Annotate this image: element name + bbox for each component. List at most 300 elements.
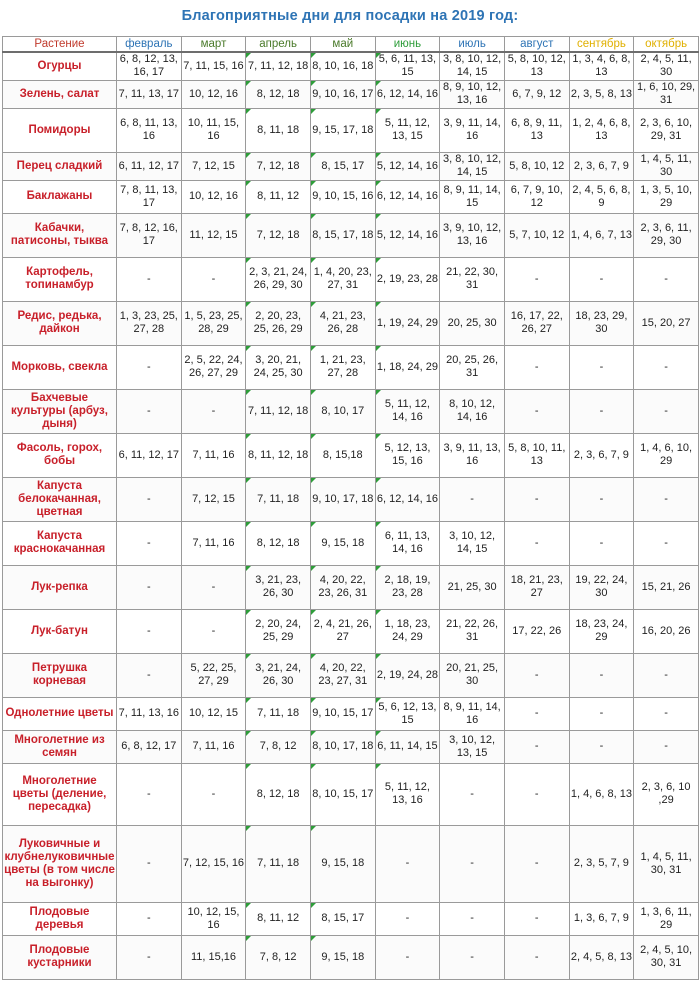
cell-marker bbox=[246, 936, 251, 941]
day-cell bbox=[504, 301, 569, 345]
day-cell bbox=[310, 825, 375, 902]
day-cell bbox=[181, 902, 246, 935]
day-list: 3, 20, 21, 24, 25, 30 bbox=[253, 354, 303, 379]
day-cell bbox=[181, 52, 246, 80]
day-list: 2, 19, 24, 28 bbox=[376, 668, 439, 681]
day-list: 18, 23, 24, 29 bbox=[575, 618, 628, 643]
day-cell bbox=[504, 213, 569, 257]
day-list: 16, 17, 22, 26, 27 bbox=[510, 310, 563, 335]
day-list: 1, 4, 20, 23, 27, 31 bbox=[313, 266, 372, 291]
plant-name: Капуста краснокачанная bbox=[3, 521, 117, 565]
day-cell bbox=[504, 609, 569, 653]
day-cell bbox=[634, 433, 699, 477]
day-cell bbox=[117, 825, 182, 902]
table-row bbox=[3, 477, 699, 521]
day-list: 5, 8, 10, 12, 13 bbox=[507, 53, 566, 79]
day-list: 3, 21, 24, 26, 30 bbox=[255, 662, 302, 687]
day-list: 4, 20, 22, 23, 26, 31 bbox=[318, 574, 368, 599]
plant-name: Огурцы bbox=[3, 52, 117, 80]
day-cell bbox=[310, 389, 375, 433]
day-cell bbox=[634, 108, 699, 152]
day-list: 3, 9, 11, 14, 16 bbox=[443, 117, 501, 142]
day-list: 2, 4, 5, 10, 30, 31 bbox=[640, 944, 693, 969]
day-list: - bbox=[405, 912, 410, 924]
day-list: - bbox=[534, 740, 539, 752]
day-cell bbox=[310, 257, 375, 301]
day-cell bbox=[440, 180, 505, 213]
day-cell bbox=[181, 213, 246, 257]
cell-marker bbox=[246, 610, 251, 615]
day-list: 6, 8, 9, 11, 13 bbox=[511, 117, 563, 142]
cell-marker bbox=[311, 346, 316, 351]
day-cell bbox=[310, 108, 375, 152]
day-cell bbox=[310, 477, 375, 521]
day-cell bbox=[246, 301, 311, 345]
day-cell bbox=[310, 80, 375, 108]
day-list: 18, 21, 23, 27 bbox=[510, 574, 563, 599]
day-cell bbox=[634, 697, 699, 730]
day-list: 6, 12, 14, 16 bbox=[376, 87, 439, 100]
day-cell bbox=[504, 935, 569, 979]
cell-marker bbox=[246, 478, 251, 483]
day-cell bbox=[634, 389, 699, 433]
day-list: 7, 8, 12 bbox=[259, 950, 297, 963]
day-cell bbox=[310, 213, 375, 257]
table-row bbox=[3, 521, 699, 565]
cell-marker bbox=[246, 826, 251, 831]
day-cell bbox=[569, 609, 634, 653]
day-list: 1, 19, 24, 29 bbox=[376, 316, 439, 329]
table-row bbox=[3, 257, 699, 301]
day-list: 1, 18, 23, 24, 29 bbox=[384, 618, 431, 643]
day-list: - bbox=[470, 857, 474, 869]
day-list: - bbox=[664, 536, 668, 549]
day-cell bbox=[246, 902, 311, 935]
day-list: 2, 3, 21, 24, 26, 29, 30 bbox=[249, 266, 308, 291]
day-list: - bbox=[534, 950, 539, 963]
day-list: 6, 11, 13, 14, 16 bbox=[384, 530, 430, 555]
table-row bbox=[3, 180, 699, 213]
day-list: 6, 11, 14, 15 bbox=[377, 740, 438, 752]
table-header bbox=[3, 37, 699, 53]
day-cell bbox=[117, 653, 182, 697]
day-cell bbox=[246, 108, 311, 152]
day-cell bbox=[504, 902, 569, 935]
day-cell bbox=[310, 180, 375, 213]
plant-name: Плодовые деревья bbox=[3, 902, 117, 935]
cell-marker bbox=[311, 53, 316, 58]
cell-marker bbox=[246, 258, 251, 263]
cell-marker bbox=[376, 764, 381, 769]
day-list: - bbox=[146, 536, 151, 549]
day-cell bbox=[634, 653, 699, 697]
day-list: - bbox=[211, 580, 216, 593]
day-list: 16, 20, 26 bbox=[641, 624, 691, 637]
cell-marker bbox=[246, 698, 251, 703]
day-list: 8, 12, 18 bbox=[256, 787, 300, 800]
day-cell bbox=[117, 257, 182, 301]
day-list: 5, 11, 12, 13, 16 bbox=[384, 781, 430, 806]
column-header-month: апрель bbox=[246, 37, 311, 53]
day-list: 20, 25, 30 bbox=[447, 316, 497, 329]
day-cell bbox=[117, 433, 182, 477]
cell-marker bbox=[246, 153, 251, 158]
day-cell bbox=[310, 565, 375, 609]
table-body bbox=[3, 52, 699, 979]
day-cell bbox=[634, 345, 699, 389]
day-list: 8, 9, 11, 14, 15 bbox=[443, 183, 501, 209]
plant-name: Бахчевые культуры (арбуз, дыня) bbox=[3, 389, 117, 433]
day-list: 7, 12, 18 bbox=[256, 159, 300, 172]
day-cell bbox=[181, 301, 246, 345]
day-list: 1, 3, 6, 7, 9 bbox=[573, 912, 629, 924]
day-cell bbox=[117, 389, 182, 433]
day-list: - bbox=[405, 950, 410, 963]
day-list: - bbox=[146, 624, 151, 637]
day-cell bbox=[440, 301, 505, 345]
day-list: - bbox=[599, 492, 604, 505]
day-list: 21, 22, 26, 31 bbox=[446, 618, 499, 643]
day-cell bbox=[117, 935, 182, 979]
column-header-month: июль bbox=[440, 37, 505, 53]
day-cell bbox=[117, 697, 182, 730]
day-cell bbox=[440, 433, 505, 477]
day-list: 3, 8, 10, 12, 14, 15 bbox=[443, 153, 502, 178]
day-list: 10, 12, 16 bbox=[189, 190, 238, 202]
day-cell bbox=[440, 609, 505, 653]
day-list: 10, 11, 15, 16 bbox=[187, 117, 240, 142]
day-cell bbox=[310, 301, 375, 345]
day-list: 8, 15, 17 bbox=[321, 159, 365, 172]
day-list: 1, 3, 6, 11, 29 bbox=[640, 905, 692, 931]
cell-marker bbox=[376, 434, 381, 439]
day-cell bbox=[181, 825, 246, 902]
day-list: 6, 8, 12, 13, 16, 17 bbox=[119, 53, 178, 79]
day-cell bbox=[246, 433, 311, 477]
day-cell bbox=[504, 477, 569, 521]
day-list: 7, 8, 12, 16, 17 bbox=[119, 222, 178, 247]
day-list: 1, 3, 23, 25, 27, 28 bbox=[119, 310, 178, 335]
day-cell bbox=[117, 477, 182, 521]
day-list: 10, 12, 15 bbox=[189, 707, 238, 719]
day-list: 8, 9, 10, 12, 13, 16 bbox=[443, 81, 502, 106]
day-cell bbox=[440, 52, 505, 80]
day-list: 8, 10, 15, 17 bbox=[312, 787, 374, 800]
day-list: 7, 11, 18 bbox=[257, 857, 300, 869]
day-cell bbox=[375, 697, 440, 730]
day-list: 5, 8, 10, 11, 13 bbox=[508, 442, 566, 467]
day-cell bbox=[634, 825, 699, 902]
day-list: 2, 19, 23, 28 bbox=[376, 272, 439, 285]
day-cell bbox=[310, 521, 375, 565]
day-list: 8, 9, 11, 14, 16 bbox=[443, 700, 501, 726]
table-row bbox=[3, 213, 699, 257]
day-cell bbox=[440, 565, 505, 609]
day-list: 6, 12, 14, 16 bbox=[376, 492, 439, 505]
day-cell bbox=[634, 301, 699, 345]
day-cell bbox=[504, 389, 569, 433]
plant-name: Многолетние из семян bbox=[3, 730, 117, 763]
cell-marker bbox=[246, 181, 251, 186]
day-cell bbox=[246, 345, 311, 389]
day-list: 1, 18, 24, 29 bbox=[376, 360, 439, 373]
day-cell bbox=[375, 653, 440, 697]
day-list: 2, 20, 23, 25, 26, 29 bbox=[253, 310, 303, 335]
day-list: 2, 3, 6, 7, 9 bbox=[573, 448, 629, 461]
cell-marker bbox=[311, 302, 316, 307]
day-cell bbox=[440, 345, 505, 389]
table-row bbox=[3, 825, 699, 902]
day-list: - bbox=[146, 950, 151, 963]
day-list: 2, 4, 5, 6, 8, 9 bbox=[572, 183, 631, 209]
day-cell bbox=[634, 935, 699, 979]
day-list: 5, 7, 10, 12 bbox=[509, 228, 565, 241]
table-row bbox=[3, 152, 699, 180]
table-row bbox=[3, 80, 699, 108]
day-list: 7, 12, 15 bbox=[192, 492, 235, 505]
day-list: 19, 22, 24, 30 bbox=[575, 574, 628, 599]
day-list: 7, 12, 15, 16 bbox=[182, 857, 245, 869]
planting-calendar bbox=[2, 36, 699, 980]
plant-name: Луковичные и клубнелуковичные цветы (в том числе на выгонку) bbox=[3, 825, 117, 902]
day-list: 3, 9, 10, 12, 13, 16 bbox=[443, 222, 502, 247]
day-list: 5, 11, 12, 13, 15 bbox=[384, 117, 430, 142]
day-cell bbox=[375, 902, 440, 935]
day-list: 1, 2, 4, 6, 8, 13 bbox=[572, 117, 631, 142]
day-cell bbox=[375, 108, 440, 152]
day-list: - bbox=[534, 787, 539, 800]
day-cell bbox=[310, 609, 375, 653]
day-cell bbox=[246, 730, 311, 763]
day-list: 10, 12, 16 bbox=[189, 87, 238, 100]
day-list: 9, 15, 18 bbox=[321, 950, 365, 963]
day-cell bbox=[181, 80, 246, 108]
day-list: 21, 25, 30 bbox=[447, 580, 497, 593]
day-cell bbox=[569, 389, 634, 433]
day-cell bbox=[246, 935, 311, 979]
day-cell bbox=[375, 935, 440, 979]
day-list: 8, 15, 17 bbox=[321, 912, 365, 924]
day-cell bbox=[246, 152, 311, 180]
column-header-month: сентябрь bbox=[569, 37, 634, 53]
table-row bbox=[3, 697, 699, 730]
day-cell bbox=[246, 565, 311, 609]
day-list: - bbox=[534, 492, 539, 505]
cell-marker bbox=[376, 181, 381, 186]
cell-marker bbox=[376, 566, 381, 571]
day-list: - bbox=[599, 360, 604, 373]
day-cell bbox=[246, 763, 311, 825]
day-list: 17, 22, 26 bbox=[512, 624, 562, 637]
day-cell bbox=[569, 565, 634, 609]
day-cell bbox=[181, 697, 246, 730]
day-cell bbox=[504, 763, 569, 825]
day-list: - bbox=[664, 360, 668, 373]
day-list: 8, 11, 12 bbox=[257, 190, 300, 202]
day-list: 1, 5, 23, 25, 28, 29 bbox=[184, 310, 243, 335]
day-list: 7, 11, 13, 17 bbox=[118, 87, 179, 100]
cell-marker bbox=[246, 654, 251, 659]
day-list: 7, 11, 15, 16 bbox=[183, 59, 244, 72]
cell-marker bbox=[376, 81, 381, 86]
day-cell bbox=[504, 180, 569, 213]
plant-name: Редис, редька, дайкон bbox=[3, 301, 117, 345]
day-list: 5, 22, 25, 27, 29 bbox=[190, 662, 237, 687]
page-title: Благоприятные дни для посадки на 2019 год: bbox=[181, 8, 519, 24]
day-cell bbox=[569, 152, 634, 180]
day-list: 1, 21, 23, 27, 28 bbox=[319, 354, 366, 379]
day-cell bbox=[634, 730, 699, 763]
cell-marker bbox=[246, 903, 251, 908]
day-cell bbox=[504, 653, 569, 697]
day-list: 7, 8, 11, 13, 17 bbox=[120, 183, 178, 209]
day-cell bbox=[117, 108, 182, 152]
day-cell bbox=[181, 152, 246, 180]
day-list: 2, 5, 22, 24, 26, 27, 29 bbox=[184, 354, 243, 379]
day-list: 9, 10, 15, 16 bbox=[312, 190, 374, 202]
planting-table bbox=[2, 36, 699, 980]
day-list: 2, 3, 6, 7, 9 bbox=[573, 159, 629, 172]
day-cell bbox=[181, 521, 246, 565]
day-list: 6, 11, 12, 17 bbox=[118, 159, 179, 172]
day-list: 11, 15,16 bbox=[190, 950, 237, 963]
cell-marker bbox=[311, 109, 316, 114]
cell-marker bbox=[376, 302, 381, 307]
day-cell bbox=[634, 565, 699, 609]
day-cell bbox=[246, 825, 311, 902]
cell-marker bbox=[311, 826, 316, 831]
day-cell bbox=[569, 521, 634, 565]
day-list: 2, 3, 6, 10 ,29 bbox=[641, 781, 691, 806]
day-cell bbox=[181, 433, 246, 477]
day-cell bbox=[117, 609, 182, 653]
cell-marker bbox=[246, 346, 251, 351]
plant-name: Картофель, топинамбур bbox=[3, 257, 117, 301]
day-list: 8, 15, 17, 18 bbox=[312, 228, 374, 241]
day-cell bbox=[440, 902, 505, 935]
day-cell bbox=[440, 152, 505, 180]
day-cell bbox=[375, 301, 440, 345]
cell-marker bbox=[376, 731, 381, 736]
day-cell bbox=[181, 257, 246, 301]
plant-name: Помидоры bbox=[3, 108, 117, 152]
cell-marker bbox=[311, 522, 316, 527]
day-cell bbox=[504, 108, 569, 152]
day-cell bbox=[246, 609, 311, 653]
day-list: 20, 21, 25, 30 bbox=[446, 662, 499, 687]
day-list: - bbox=[470, 492, 474, 505]
day-cell bbox=[634, 152, 699, 180]
cell-marker bbox=[311, 390, 316, 395]
day-cell bbox=[375, 433, 440, 477]
day-list: 9, 15, 18 bbox=[321, 857, 365, 869]
cell-marker bbox=[246, 214, 251, 219]
plant-name: Перец сладкий bbox=[3, 152, 117, 180]
cell-marker bbox=[376, 478, 381, 483]
plant-name: Плодовые кустарники bbox=[3, 935, 117, 979]
day-list: 3, 21, 23, 26, 30 bbox=[255, 574, 302, 599]
day-cell bbox=[310, 730, 375, 763]
day-list: - bbox=[534, 857, 539, 869]
day-list: - bbox=[599, 272, 604, 285]
day-cell bbox=[181, 477, 246, 521]
day-list: 8, 11, 18 bbox=[257, 123, 300, 136]
day-cell bbox=[440, 653, 505, 697]
day-cell bbox=[246, 80, 311, 108]
day-list: - bbox=[146, 857, 151, 869]
day-cell bbox=[117, 52, 182, 80]
day-list: - bbox=[405, 857, 410, 869]
day-list: 6, 12, 14, 16 bbox=[376, 190, 439, 202]
cell-marker bbox=[311, 903, 316, 908]
day-cell bbox=[569, 257, 634, 301]
day-cell bbox=[634, 763, 699, 825]
cell-marker bbox=[246, 390, 251, 395]
cell-marker bbox=[311, 698, 316, 703]
day-list: 5, 12, 14, 16 bbox=[376, 159, 439, 172]
day-list: 5, 6, 12, 13, 15 bbox=[378, 700, 437, 726]
day-list: 1, 3, 5, 10, 29 bbox=[640, 183, 693, 209]
plant-name: Многолетние цветы (деление, пересадка) bbox=[3, 763, 117, 825]
day-list: 7, 11, 16 bbox=[192, 448, 235, 461]
day-list: 2, 20, 24, 25, 29 bbox=[255, 618, 302, 643]
day-list: 4, 20, 22, 23, 27, 31 bbox=[318, 662, 368, 687]
day-list: 7, 11, 16 bbox=[192, 740, 235, 752]
day-list: 15, 20, 27 bbox=[641, 316, 691, 329]
cell-marker bbox=[246, 764, 251, 769]
day-list: 3, 10, 12, 13, 15 bbox=[449, 733, 496, 759]
day-list: 3, 8, 10, 12, 14, 15 bbox=[443, 53, 502, 79]
cell-marker bbox=[246, 302, 251, 307]
day-cell bbox=[569, 763, 634, 825]
day-cell bbox=[504, 80, 569, 108]
day-list: 18, 23, 29, 30 bbox=[575, 310, 628, 335]
day-cell bbox=[310, 433, 375, 477]
day-cell bbox=[117, 902, 182, 935]
cell-marker bbox=[246, 731, 251, 736]
cell-marker bbox=[311, 214, 316, 219]
day-list: 20, 25, 26, 31 bbox=[446, 354, 499, 379]
day-list: - bbox=[534, 536, 539, 549]
day-cell bbox=[375, 257, 440, 301]
day-cell bbox=[310, 345, 375, 389]
day-cell bbox=[440, 477, 505, 521]
day-list: - bbox=[146, 492, 151, 505]
day-list: 1, 4, 6, 10, 29 bbox=[640, 442, 693, 467]
day-cell bbox=[375, 152, 440, 180]
day-cell bbox=[440, 389, 505, 433]
day-cell bbox=[569, 935, 634, 979]
day-list: - bbox=[534, 912, 539, 924]
day-cell bbox=[117, 80, 182, 108]
day-cell bbox=[117, 180, 182, 213]
day-list: - bbox=[534, 707, 539, 719]
day-list: 7, 11, 13, 16 bbox=[118, 707, 179, 719]
day-cell bbox=[569, 80, 634, 108]
cell-marker bbox=[311, 153, 316, 158]
day-cell bbox=[117, 345, 182, 389]
cell-marker bbox=[376, 610, 381, 615]
day-list: 6, 8, 12, 17 bbox=[121, 740, 177, 752]
cell-marker bbox=[311, 478, 316, 483]
day-list: 7, 11, 18 bbox=[257, 492, 300, 505]
day-cell bbox=[181, 763, 246, 825]
table-row bbox=[3, 301, 699, 345]
day-cell bbox=[310, 653, 375, 697]
cell-marker bbox=[246, 434, 251, 439]
cell-marker bbox=[246, 566, 251, 571]
column-header-plant: Растение bbox=[3, 37, 117, 53]
